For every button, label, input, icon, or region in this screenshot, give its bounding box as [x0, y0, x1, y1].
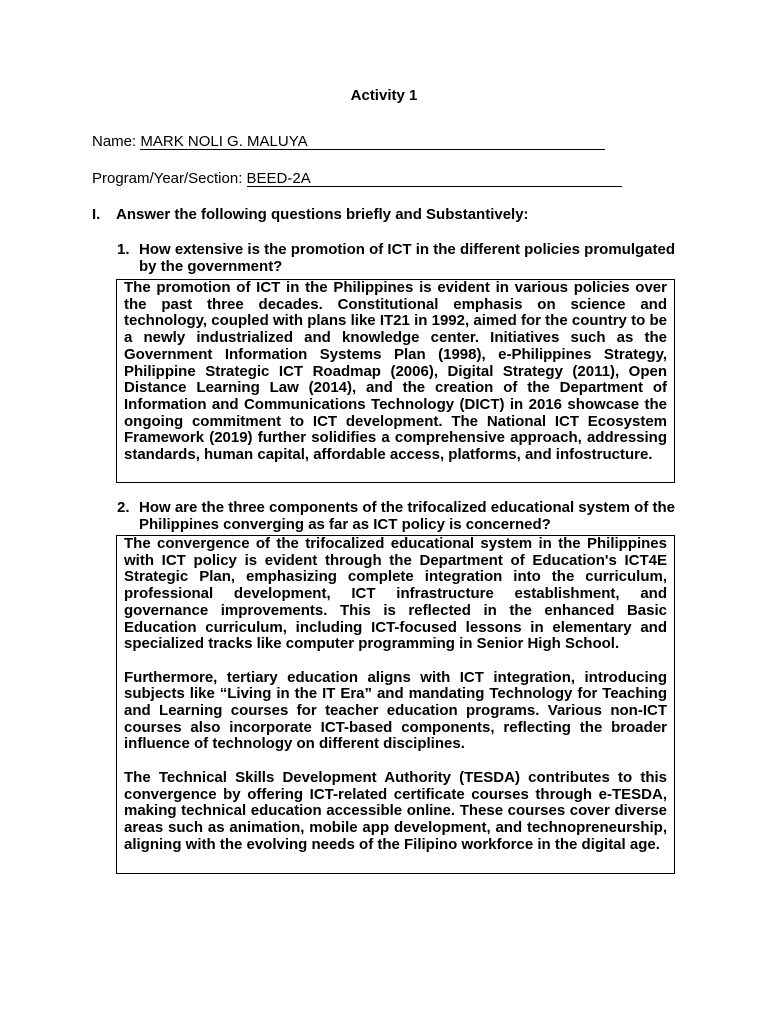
answer-box-1	[116, 279, 675, 483]
name-field	[92, 133, 605, 150]
answer-paragraph: The Technical Skills Development Authority (TESDA) contributes to this convergence by offering ICT-related certificate courses through e-TESDA, making technical education accessible online. These courses cover diverse areas such as animation, mobile app development, and technopreneurship, aligning with the evolving needs of the Filipino workforce in the digital age.	[124, 768, 667, 853]
answer-box-2	[116, 535, 675, 874]
answer-paragraph: Furthermore, tertiary education aligns with ICT integration, introducing subjects like “Living in the IT Era” and mandating Technology for Teaching and Learning courses for teacher education programs. Various non-ICT courses also incorporate ICT-based components, reflecting the broader influence of technology on different disciplines.	[124, 668, 667, 753]
section-heading	[92, 206, 529, 223]
question-text: How extensive is the promotion of ICT in the different policies promulgated by the government?	[139, 241, 675, 275]
question-2	[117, 499, 675, 533]
name-value: MARK NOLI G. MALUYA	[140, 134, 605, 150]
section-instruction: Answer the following questions briefly and Substantively:	[116, 206, 529, 223]
answer-paragraph: The promotion of ICT in the Philippines is evident in various policies over the past three decades. Constitutional emphasis on science and technology, coupled with plans like IT21 in 1992, aimed for the country to be a newly industrialized and knowledge center. Initiatives such as the Government Information Systems Plan (1998), e-Philippines Strategy, Philippine Strategic ICT Roadmap (2006), Digital Strategy (2011), Open Distance Learning Law (2014), and the creation of the Department of Information and Communications Technology (DICT) in 2016 showcase the ongoing commitment to ICT development. The National ICT Ecosystem Framework (2019) further solidifies a comprehensive approach, addressing standards, human capital, affordable access, platforms, and infostructure.	[124, 279, 667, 464]
section-number: I.	[92, 206, 101, 223]
name-label: Name:	[92, 133, 141, 150]
answer-paragraph: The convergence of the trifocalized educational system in the Philippines with ICT policy is evident through the Department of Education's ICT4E Strategic Plan, emphasizing complete integration into the curriculum, professional development, ICT infrastructure establishment, and governance improvements. This is reflected in the enhanced Basic Education curriculum, including ICT-focused lessons in elementary and specialized tracks like computer programming in Senior High School.	[124, 535, 667, 653]
program-field	[92, 170, 622, 187]
program-label: Program/Year/Section:	[92, 170, 247, 187]
question-1	[117, 241, 675, 275]
document-title: Activity 1	[350, 87, 418, 104]
question-number: 1.	[117, 241, 130, 258]
question-number: 2.	[117, 499, 130, 516]
question-text: How are the three components of the trifocalized educational system of the Philippines converging as far as ICT policy is concerned?	[139, 499, 675, 533]
program-value: BEED-2A	[247, 171, 622, 187]
